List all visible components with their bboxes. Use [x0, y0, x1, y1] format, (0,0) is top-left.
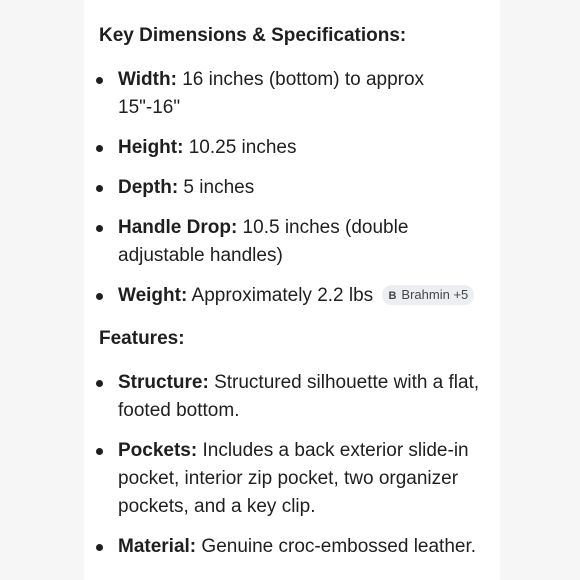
source-chip[interactable] — [382, 285, 474, 305]
response-panel — [84, 0, 500, 580]
feature-value: Structured silhouette with a flat, footed bottom. — [118, 372, 480, 421]
bullet-icon — [96, 448, 103, 455]
spec-value: Approximately 2.2 lbs — [187, 285, 374, 306]
brahmin-logo-icon: B — [388, 290, 397, 302]
spec-value: 16 inches (bottom) to approx 15"-16" — [118, 69, 425, 118]
bullet-icon — [96, 293, 103, 300]
bullet-icon — [96, 145, 103, 152]
list-item — [118, 134, 490, 162]
feature-value: Genuine croc-embossed leather. — [196, 536, 477, 557]
spec-value: 5 inches — [178, 177, 255, 198]
bullet-icon — [96, 77, 103, 84]
feature-value: Includes a back exterior slide-in pocket, interior zip pocket, two organizer pockets, and a key clip. — [118, 440, 469, 517]
list-item — [118, 533, 490, 561]
feature-label: Material: — [118, 536, 197, 557]
spec-label: Depth: — [118, 177, 179, 198]
list-item — [118, 66, 490, 122]
spec-value: 10.25 inches — [183, 137, 297, 158]
spec-value: 10.5 inches (double adjustable handles) — [118, 217, 409, 266]
list-item — [118, 437, 490, 521]
feature-label: Structure: — [118, 372, 209, 393]
list-item — [118, 369, 490, 425]
list-item — [118, 214, 490, 270]
bullet-icon — [96, 380, 103, 387]
dimensions-heading: Key Dimensions & Specifications: — [99, 25, 407, 46]
list-item — [118, 174, 490, 202]
feature-label: Pockets: — [118, 440, 198, 461]
bullet-icon — [96, 544, 103, 551]
source-chip-label: Brahmin +5 — [401, 287, 469, 302]
list-item — [118, 282, 490, 310]
spec-label: Weight: — [118, 285, 188, 306]
bullet-icon — [96, 225, 103, 232]
spec-label: Handle Drop: — [118, 217, 238, 238]
bullet-icon — [96, 185, 103, 192]
features-heading: Features: — [99, 328, 185, 349]
spec-label: Width: — [118, 69, 177, 90]
spec-label: Height: — [118, 137, 184, 158]
